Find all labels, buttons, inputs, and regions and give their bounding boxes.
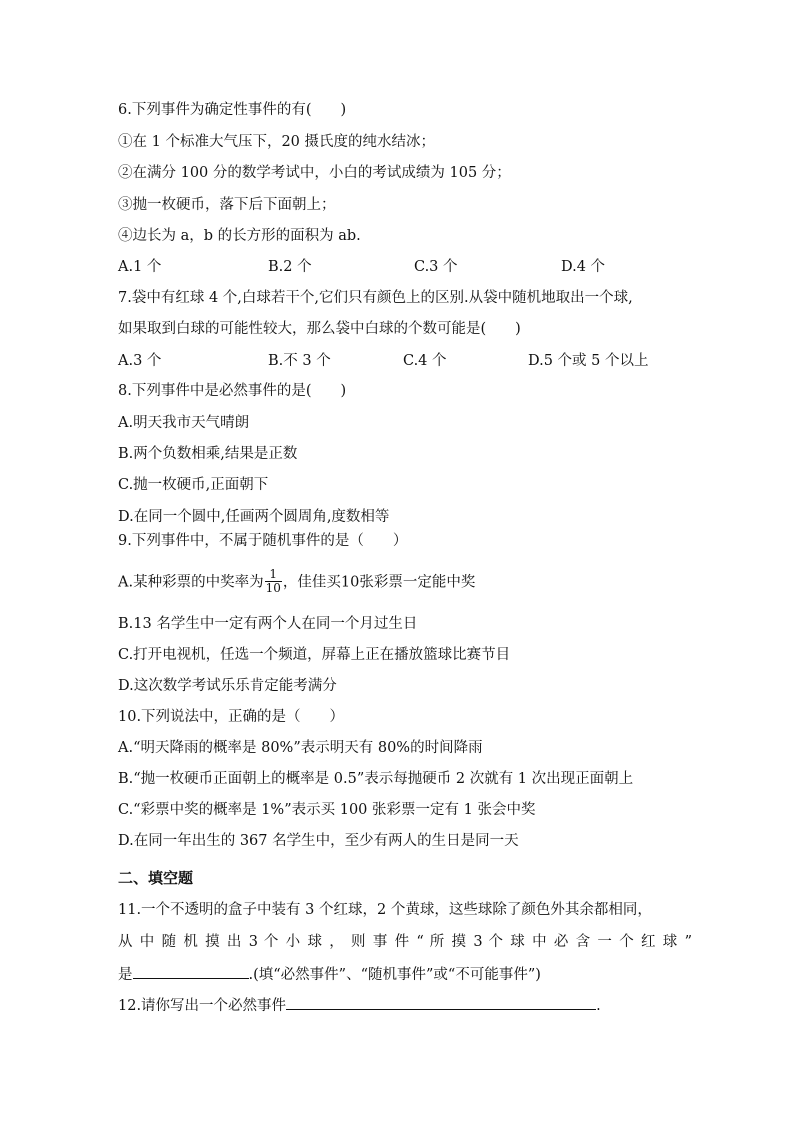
q9-option-d: D.这次数学考试乐乐肯定能考满分 <box>118 678 337 694</box>
q10-option-c: C.“彩票中奖的概率是 1%”表示买 100 张彩票一定有 1 张会中奖 <box>118 802 536 818</box>
q12-prefix: 12.请你写出一个必然事件 <box>118 998 287 1014</box>
q6-option-c: C.3 个 <box>414 259 458 275</box>
q6-item-2: ②在满分 100 分的数学考试中，小白的考试成绩为 105 分； <box>118 165 511 181</box>
q6-item-4: ④边长为 a，b 的长方形的面积为 ab. <box>118 228 361 244</box>
q6-option-b: B.2 个 <box>268 259 312 275</box>
q9-option-c: C.打开电视机，任选一个频道，屏幕上正在播放篮球比赛节目 <box>118 647 511 663</box>
q8-option-d: D.在同一个圆中,任画两个圆周角,度数相等 <box>118 509 390 525</box>
q11-line-3-suffix: .(填“必然事件”、“随机事件”或“不可能事件”) <box>248 967 541 983</box>
q9-option-a <box>118 569 754 596</box>
section-heading-fill-in: 二、填空题 <box>118 869 194 887</box>
fraction-denominator: 10 <box>265 581 281 595</box>
q8-option-c: C.抛一枚硬币,正面朝下 <box>118 477 269 493</box>
q7-option-b: B.不 3 个 <box>268 353 331 369</box>
fraction-one-tenth <box>265 568 282 595</box>
q8-stem: 8.下列事件中是必然事件的是( ) <box>118 383 347 399</box>
q11-line-3-prefix: 是 <box>118 967 133 983</box>
q6-options <box>118 257 758 277</box>
q11-line-2: 从 中 随 机 摸 出 3 个 小 球 ， 则 事 件 “ 所 摸 3 个 球 中 必 含 一 个 红 球 ” <box>118 934 692 950</box>
q12-line <box>118 994 754 1016</box>
q7-stem-line-2: 如果取到白球的可能性较大，那么袋中白球的个数可能是( ) <box>118 321 521 337</box>
q9-stem: 9.下列事件中，不属于随机事件的是（ ） <box>118 533 408 549</box>
q12-suffix: . <box>596 998 601 1014</box>
fraction-numerator: 1 <box>265 568 282 582</box>
q9-option-b: B.13 名学生中一定有两个人在同一个月过生日 <box>118 616 418 632</box>
q12-answer-blank[interactable] <box>286 994 596 1010</box>
q7-options <box>118 351 758 371</box>
q10-option-a: A.“明天降雨的概率是 80%”表示明天有 80%的时间降雨 <box>118 740 483 756</box>
q10-stem: 10.下列说法中，正确的是（ ） <box>118 709 345 725</box>
q6-option-a: A.1 个 <box>118 259 162 275</box>
q8-option-b: B.两个负数相乘,结果是正数 <box>118 446 298 462</box>
q6-item-1: ①在 1 个标准大气压下，20 摄氏度的纯水结冰； <box>118 134 436 150</box>
q8-option-a: A.明天我市天气晴朗 <box>118 415 250 431</box>
q10-option-d: D.在同一年出生的 367 名学生中，至少有两人的生日是同一天 <box>118 833 519 849</box>
q11-answer-blank[interactable] <box>133 963 249 979</box>
q10-option-b: B.“抛一枚硬币正面朝上的概率是 0.5”表示每抛硬币 2 次就有 1 次出现正面朝上 <box>118 771 634 787</box>
q9-option-a-text-after: ，佳佳买10张彩票一定能中奖 <box>282 574 476 591</box>
q9-option-a-text-before: A.某种彩票的中奖率为 <box>118 574 264 591</box>
q11-line-3 <box>118 963 754 985</box>
q7-option-c: C.4 个 <box>403 353 447 369</box>
q11-line-1: 11.一个不透明的盒子中装有 3 个红球，2 个黄球，这些球除了颜色外其余都相同， <box>118 902 652 918</box>
q7-stem-line-1: 7.袋中有红球 4 个,白球若干个,它们只有颜色上的区别.从袋中随机地取出一个球, <box>118 290 633 306</box>
q6-item-3: ③抛一枚硬币，落下后下面朝上； <box>118 197 336 213</box>
q7-option-a: A.3 个 <box>118 353 162 369</box>
q7-option-d: D.5 个或 5 个以上 <box>528 353 649 369</box>
q6-stem: 6.下列事件为确定性事件的有( ) <box>118 102 347 118</box>
q6-option-d: D.4 个 <box>561 259 606 275</box>
